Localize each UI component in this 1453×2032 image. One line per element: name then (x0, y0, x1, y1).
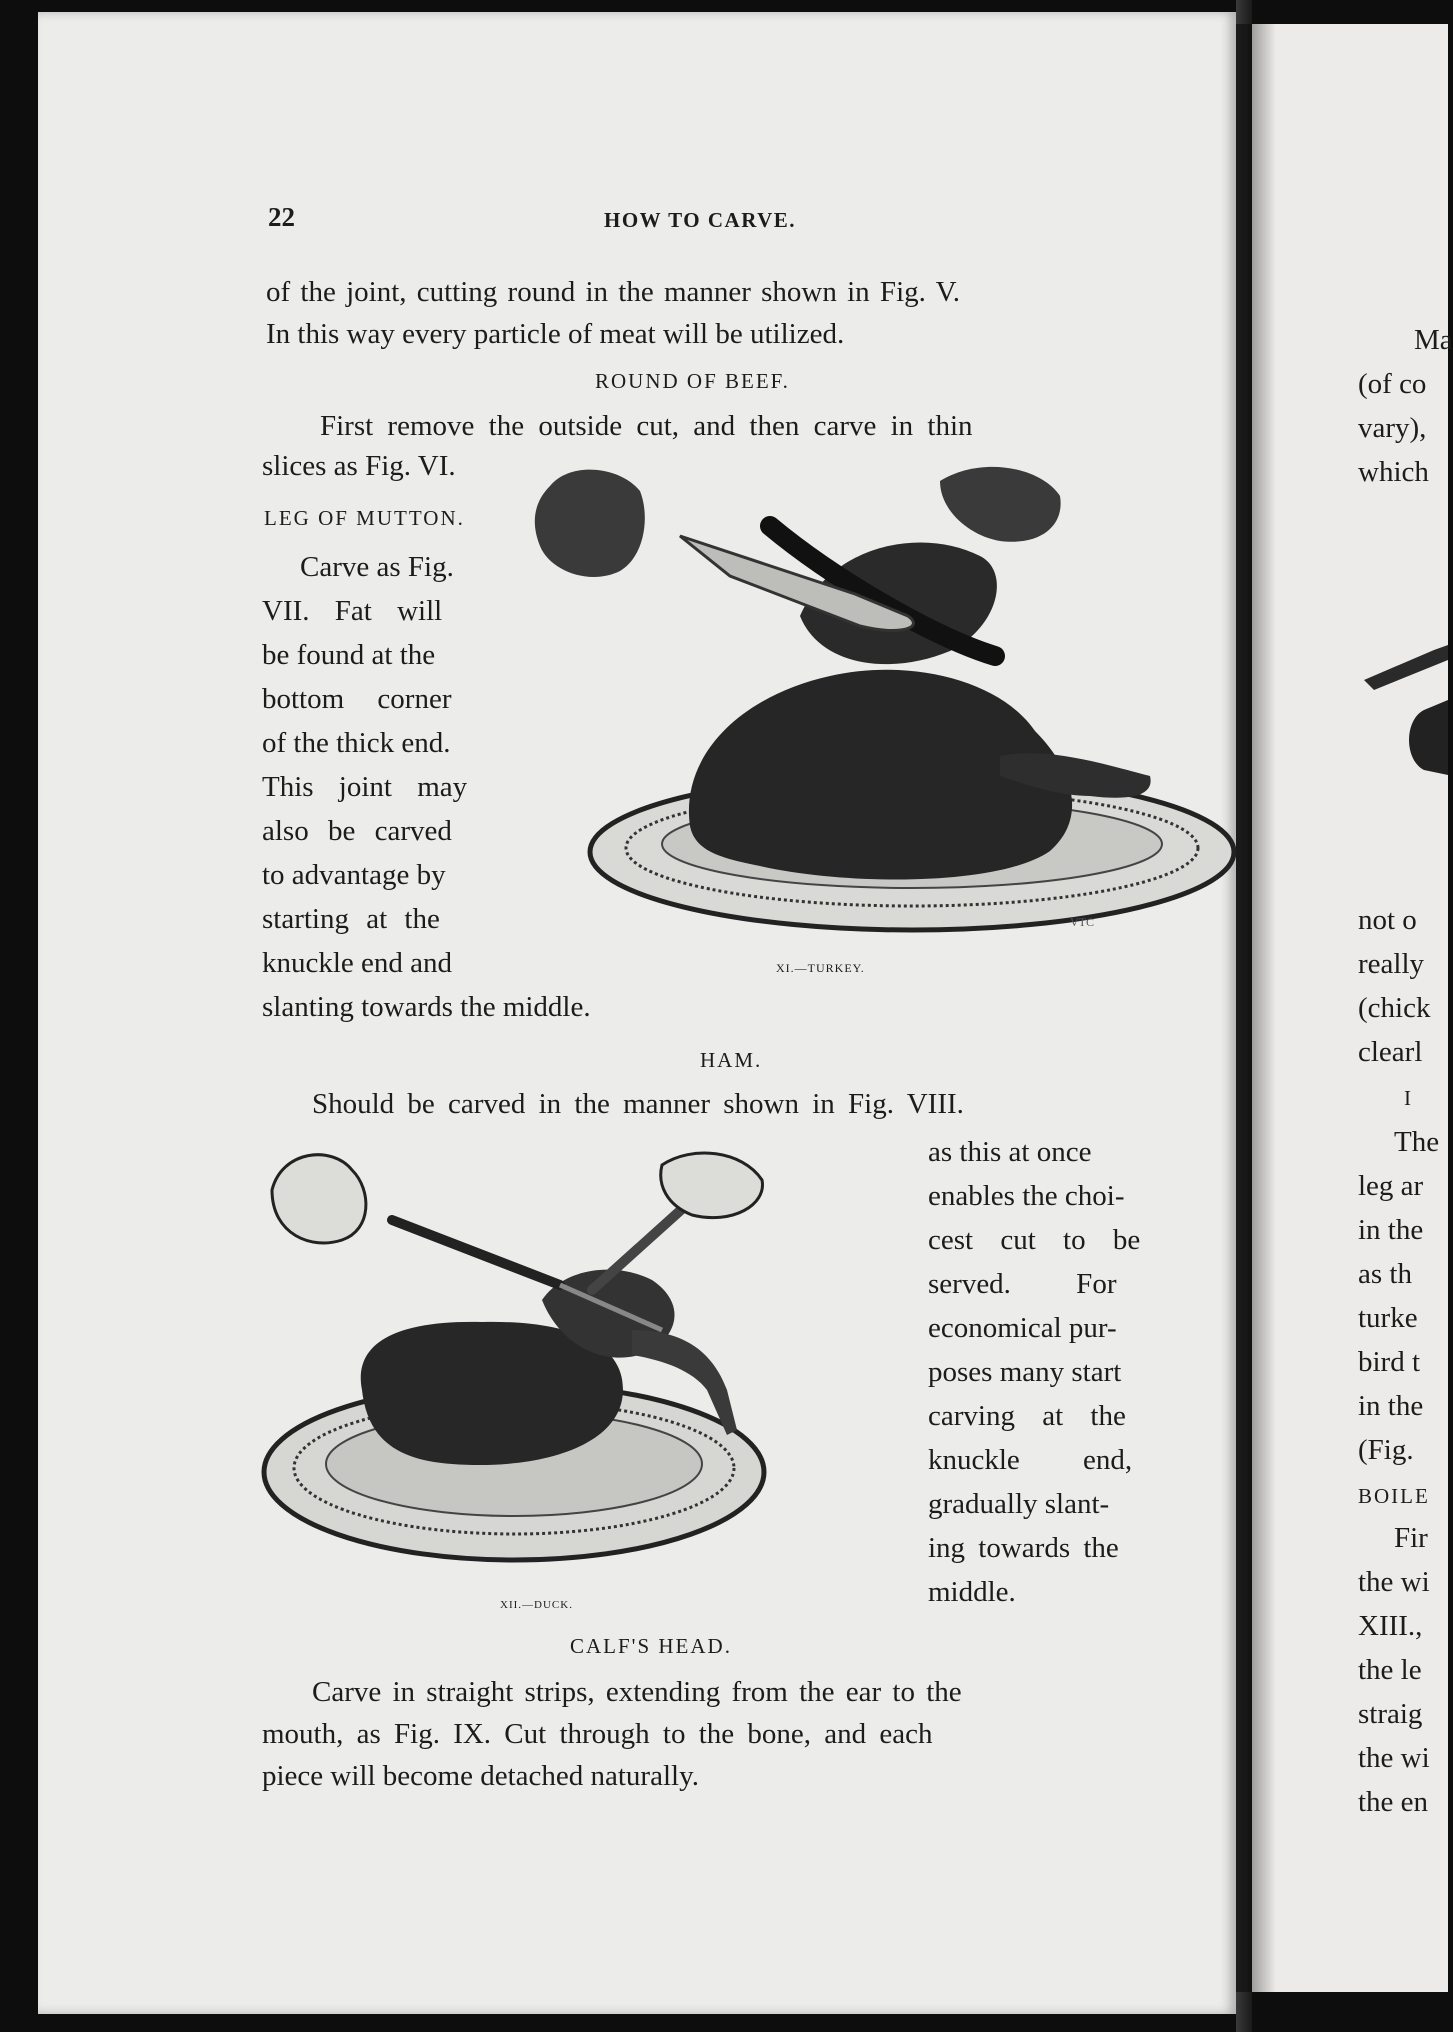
ham-line: ing towards the (928, 1532, 1119, 1564)
right-page-line: (Fig. (1358, 1434, 1414, 1466)
calf-line: mouth, as Fig. IX. Cut through to the bone, and each (262, 1718, 933, 1750)
intro-line-1: of the joint, cutting round in the manner shown in Fig. V. (266, 276, 961, 308)
turkey-caption: XI.—TURKEY. (776, 961, 865, 975)
right-page-line: in the (1358, 1214, 1424, 1246)
ham-line: carving at the (928, 1400, 1126, 1432)
intro-line-2: In this way every particle of meat will be utilized. (266, 318, 845, 350)
ham-line: gradually slant- (928, 1488, 1110, 1520)
left-page (38, 12, 1236, 2014)
ham-line: middle. (928, 1576, 1016, 1608)
right-page-line: not o (1358, 904, 1417, 936)
mutton-heading: LEG OF MUTTON. (264, 506, 465, 530)
right-page-line: I (1404, 1086, 1413, 1110)
right-page-line: BOILE (1358, 1484, 1430, 1508)
ham-line: cest cut to be (928, 1224, 1141, 1256)
calf-heading: CALF'S HEAD. (570, 1634, 732, 1658)
right-page-line: (chick (1358, 992, 1431, 1024)
round-beef-heading: ROUND OF BEEF. (595, 369, 790, 393)
round-beef-line-1: First remove the outside cut, and then carve in thin (320, 410, 973, 442)
mutton-line: be found at the (262, 639, 436, 671)
right-page-line: straig (1358, 1698, 1423, 1730)
duck-illustration (262, 1150, 902, 1590)
calf-line: Carve in straight strips, extending from the ear to the (312, 1676, 962, 1708)
mutton-line: Carve as Fig. (300, 551, 454, 583)
right-page-line: as th (1358, 1258, 1412, 1290)
right-page-line: (of co (1358, 368, 1427, 400)
right-page-line: really (1358, 948, 1425, 980)
right-page-line: bird t (1358, 1346, 1421, 1378)
mutton-line: to advantage by (262, 859, 446, 891)
right-page-line: Ma (1414, 324, 1453, 356)
right-page-line: The (1394, 1126, 1440, 1158)
ham-line: knuckle end, (928, 1444, 1133, 1476)
calf-line: piece will become detached naturally. (262, 1760, 699, 1792)
round-beef-line-2: slices as Fig. VI. (262, 450, 456, 482)
right-page-line: the wi (1358, 1742, 1430, 1774)
right-page-line: clearl (1358, 1036, 1423, 1068)
ham-line: served. For (928, 1268, 1117, 1300)
mutton-line: knuckle end and (262, 947, 453, 979)
spine-shadow (1236, 24, 1276, 1992)
right-page-line: XIII., (1358, 1610, 1423, 1642)
ham-heading: HAM. (700, 1048, 763, 1072)
right-page-line: which (1358, 456, 1429, 488)
right-page-line: Fir (1394, 1522, 1428, 1554)
right-page-line: the le (1358, 1654, 1422, 1686)
mutton-line: starting at the (262, 903, 440, 935)
right-page-line: in the (1358, 1390, 1424, 1422)
page-number: 22 (268, 202, 295, 232)
right-page-line: the wi (1358, 1566, 1430, 1598)
ham-line: as this at once (928, 1136, 1092, 1168)
mutton-line: This joint may (262, 771, 468, 803)
right-page-line: leg ar (1358, 1170, 1424, 1202)
ham-line: enables the choi- (928, 1180, 1125, 1212)
duck-caption: XII.—DUCK. (500, 1599, 573, 1611)
mutton-line-last: slanting towards the middle. (262, 991, 591, 1023)
ham-first-line: Should be carved in the manner shown in Fig. VIII. (312, 1088, 964, 1120)
svg-text:VTC: VTC (1070, 915, 1094, 929)
right-page-line: turke (1358, 1302, 1418, 1334)
mutton-line: VII. Fat will (262, 595, 443, 627)
mutton-line: also be carved (262, 815, 452, 847)
right-page-line: vary), (1358, 412, 1427, 444)
ham-line: poses many start (928, 1356, 1122, 1388)
ham-line: economical pur- (928, 1312, 1117, 1344)
mutton-line: bottom corner (262, 683, 452, 715)
running-head: HOW TO CARVE. (604, 208, 797, 232)
mutton-line: of the thick end. (262, 727, 451, 759)
right-page-line: the en (1358, 1786, 1429, 1818)
turkey-illustration (530, 466, 1170, 946)
right-page-illustration-fragment (1364, 620, 1448, 780)
